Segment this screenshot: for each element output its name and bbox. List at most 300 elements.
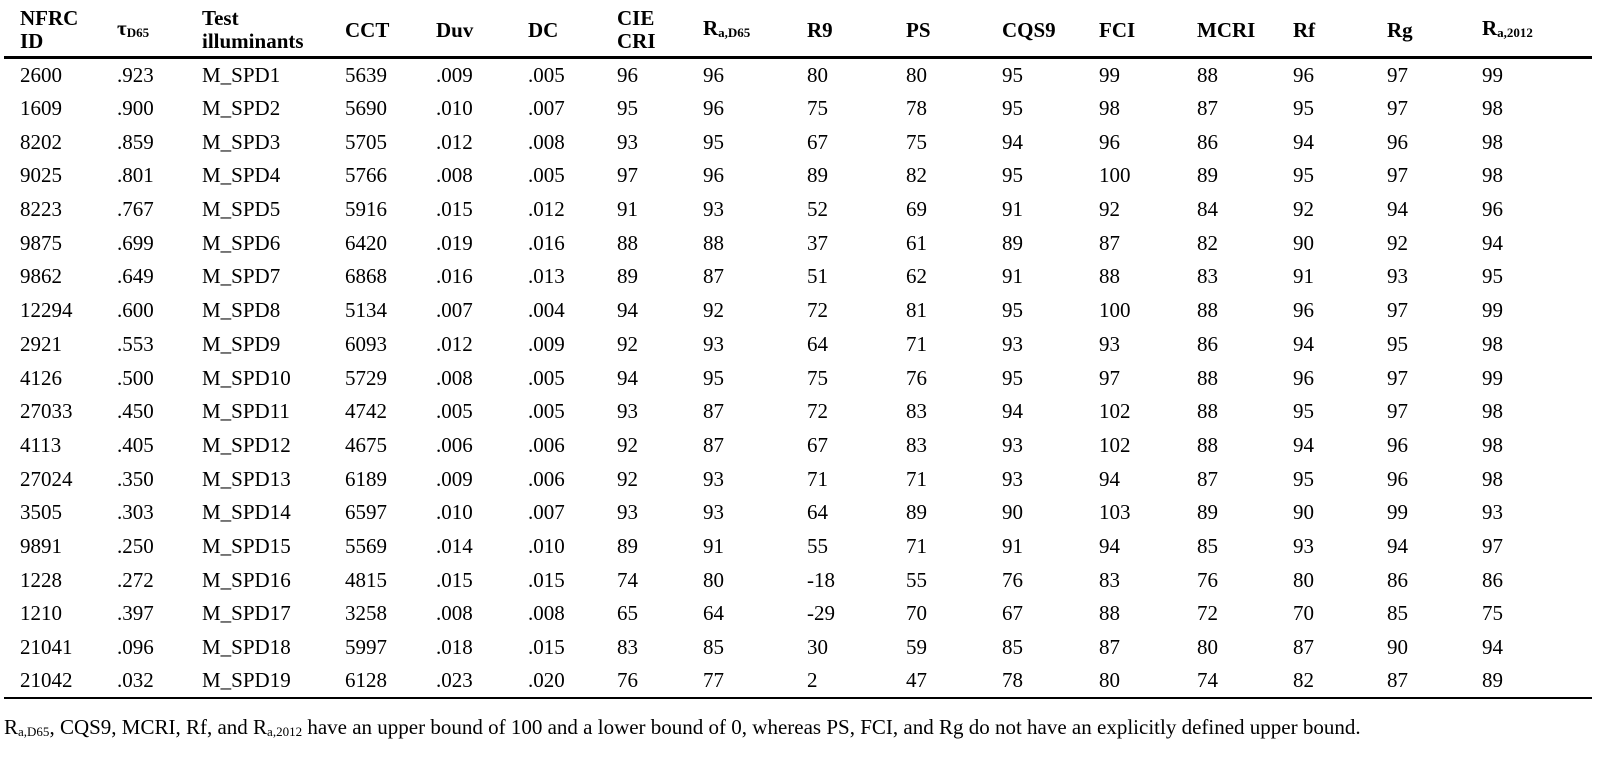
table-cell-fci: 88 [1099,264,1120,289]
table-cell-tau: .350 [117,466,154,491]
table-cell-cri: 65 [617,601,638,626]
table-cell-tau: .859 [117,129,154,154]
table-cell-nfrc: 4126 [20,365,62,390]
table-cell-nfrc: 21042 [20,668,73,693]
header-text: CIE [617,6,655,30]
table-cell-ps: 59 [906,635,927,660]
table-cell-nfrc: 3505 [20,500,62,525]
table-cell-rad65: 80 [703,567,724,592]
table-cell-rf: 96 [1293,63,1314,88]
table-row [4,327,1592,361]
table-cell-rad65: 96 [703,63,724,88]
table-cell-cct: 5690 [345,96,387,121]
table-cell-rad65: 87 [703,432,724,457]
table-cell-duv: .015 [436,197,473,222]
header-row [4,4,1592,58]
table-cell-tau: .649 [117,264,154,289]
table-cell-cri: 93 [617,399,638,424]
table-cell-cri: 95 [617,96,638,121]
table-cell-illum: M_SPD8 [202,298,281,323]
table-row [4,563,1592,597]
table-cell-r9: 64 [807,500,828,525]
table-cell-nfrc: 1210 [20,601,62,626]
table-cell-r9: 30 [807,635,828,660]
table-cell-ps: 81 [906,298,927,323]
table-cell-ps: 71 [906,533,927,558]
table-cell-duv: .010 [436,96,473,121]
table-cell-cqs9: 90 [1002,500,1023,525]
table-cell-ps: 62 [906,264,927,289]
table-cell-ps: 71 [906,466,927,491]
table-cell-cri: 74 [617,567,638,592]
table-cell-mcri: 88 [1197,63,1218,88]
table-cell-mcri: 87 [1197,96,1218,121]
table-cell-mcri: 72 [1197,601,1218,626]
table-cell-ra2012: 98 [1482,432,1503,457]
table-cell-cri: 76 [617,668,638,693]
table-cell-cct: 5705 [345,129,387,154]
table-cell-ra2012: 94 [1482,635,1503,660]
table-cell-ra2012: 89 [1482,668,1503,693]
table-cell-fci: 87 [1099,230,1120,255]
header-subscript: a,2012 [1497,24,1533,40]
table-cell-cri: 92 [617,432,638,457]
table-cell-mcri: 82 [1197,230,1218,255]
table-cell-dc: .008 [528,601,565,626]
table-cell-rg: 92 [1387,230,1408,255]
table-cell-rf: 94 [1293,129,1314,154]
table-cell-rf: 80 [1293,567,1314,592]
data-table-container [4,4,1592,699]
table-cell-cri: 92 [617,331,638,356]
table-cell-ra2012: 94 [1482,230,1503,255]
table-cell-ra2012: 98 [1482,129,1503,154]
table-cell-r9: 67 [807,432,828,457]
table-cell-cri: 83 [617,635,638,660]
table-header [4,4,1592,58]
table-row [4,529,1592,563]
table-cell-dc: .005 [528,163,565,188]
table-cell-cqs9: 67 [1002,601,1023,626]
table-cell-rg: 97 [1387,298,1408,323]
table-cell-mcri: 85 [1197,533,1218,558]
table-cell-cct: 5639 [345,63,387,88]
footnote-subscript: a,D65 [18,724,50,739]
header-text: R [703,15,719,40]
col-header-nfrc-id [4,4,101,58]
table-cell-dc: .020 [528,668,565,693]
table-cell-cqs9: 91 [1002,264,1023,289]
table-cell-rf: 96 [1293,298,1314,323]
table-cell-cqs9: 93 [1002,432,1023,457]
table-cell-ps: 75 [906,129,927,154]
table-cell-ra2012: 99 [1482,63,1503,88]
table-cell-duv: .012 [436,129,473,154]
table-cell-cqs9: 95 [1002,298,1023,323]
table-cell-duv: .018 [436,635,473,660]
table-cell-fci: 100 [1099,163,1131,188]
table-row [4,58,1592,92]
table-cell-cct: 5569 [345,533,387,558]
table-cell-dc: .008 [528,129,565,154]
table-cell-cct: 6093 [345,331,387,356]
table-cell-ps: 61 [906,230,927,255]
table-cell-illum: M_SPD2 [202,96,281,121]
table-cell-cri: 89 [617,533,638,558]
table-cell-cqs9: 95 [1002,365,1023,390]
table-cell-illum: M_SPD12 [202,432,291,457]
table-cell-rad65: 93 [703,197,724,222]
table-cell-ra2012: 98 [1482,96,1503,121]
table-cell-dc: .013 [528,264,565,289]
table-cell-nfrc: 2600 [20,63,62,88]
table-cell-illum: M_SPD7 [202,264,281,289]
table-cell-duv: .014 [436,533,473,558]
table-cell-r9: 71 [807,466,828,491]
table-cell-duv: .008 [436,163,473,188]
table-cell-rf: 90 [1293,500,1314,525]
table-cell-cct: 6868 [345,264,387,289]
table-cell-dc: .012 [528,197,565,222]
table-cell-illum: M_SPD11 [202,399,290,424]
table-cell-nfrc: 9862 [20,264,62,289]
table-cell-tau: .767 [117,197,154,222]
table-cell-r9: 80 [807,63,828,88]
table-cell-rg: 97 [1387,96,1408,121]
table-cell-tau: .923 [117,63,154,88]
table-cell-cct: 5729 [345,365,387,390]
table-cell-rf: 87 [1293,635,1314,660]
header-text: τ [117,15,127,40]
table-cell-tau: .303 [117,500,154,525]
table-cell-dc: .007 [528,500,565,525]
table-cell-fci: 88 [1099,601,1120,626]
table-cell-r9: 37 [807,230,828,255]
table-cell-rg: 85 [1387,601,1408,626]
footnote-text: , CQS9, MCRI, Rf, and R [49,715,268,739]
table-cell-rad65: 64 [703,601,724,626]
table-cell-illum: M_SPD1 [202,63,281,88]
table-cell-fci: 83 [1099,567,1120,592]
table-cell-mcri: 80 [1197,635,1218,660]
table-row [4,664,1592,698]
col-header-cct: CCT [345,17,390,42]
table-cell-ra2012: 98 [1482,399,1503,424]
table-cell-fci: 80 [1099,668,1120,693]
col-header-rg: Rg [1387,17,1413,42]
table-cell-rad65: 95 [703,365,724,390]
footnote-subscript: a,2012 [267,724,303,739]
table-cell-duv: .019 [436,230,473,255]
table-cell-cri: 97 [617,163,638,188]
table-cell-fci: 100 [1099,298,1131,323]
table-cell-illum: M_SPD19 [202,668,291,693]
table-cell-cqs9: 91 [1002,197,1023,222]
table-cell-fci: 98 [1099,96,1120,121]
table-cell-ps: 78 [906,96,927,121]
table-cell-dc: .015 [528,635,565,660]
table-row [4,462,1592,496]
table-cell-fci: 102 [1099,399,1131,424]
footnote-text: R [4,715,19,739]
table-cell-nfrc: 21041 [20,635,73,660]
table-cell-tau: .096 [117,635,154,660]
table-cell-rad65: 77 [703,668,724,693]
table-cell-fci: 96 [1099,129,1120,154]
table-cell-ps: 89 [906,500,927,525]
table-cell-cri: 94 [617,365,638,390]
table-cell-r9: -29 [807,601,835,626]
col-header-test-illuminants [186,4,329,58]
col-header-ra-d65 [687,4,791,58]
table-cell-rad65: 93 [703,331,724,356]
table-cell-cct: 6128 [345,668,387,693]
table-cell-duv: .009 [436,466,473,491]
col-header-mcri: MCRI [1197,17,1256,42]
table-row [4,159,1592,193]
table-cell-cqs9: 93 [1002,331,1023,356]
table-cell-dc: .016 [528,230,565,255]
table-cell-rg: 96 [1387,466,1408,491]
col-header-r9: R9 [807,17,833,42]
table-row [4,630,1592,664]
table-cell-r9: 55 [807,533,828,558]
table-cell-rf: 94 [1293,331,1314,356]
table-cell-mcri: 84 [1197,197,1218,222]
table-cell-illum: M_SPD15 [202,533,291,558]
table-cell-rf: 95 [1293,399,1314,424]
col-header-fci: FCI [1099,17,1136,42]
table-cell-rad65: 93 [703,500,724,525]
table-cell-rf: 91 [1293,264,1314,289]
table-cell-cct: 5134 [345,298,387,323]
table-cell-nfrc: 1609 [20,96,62,121]
table-cell-rg: 90 [1387,635,1408,660]
table-cell-illum: M_SPD6 [202,230,281,255]
table-cell-duv: .008 [436,601,473,626]
table-cell-rg: 94 [1387,197,1408,222]
header-text: Test [202,6,239,30]
table-cell-r9: 2 [807,668,818,693]
table-cell-tau: .699 [117,230,154,255]
table-cell-duv: .009 [436,63,473,88]
table-cell-r9: 75 [807,96,828,121]
table-cell-rg: 94 [1387,533,1408,558]
table-cell-tau: .900 [117,96,154,121]
table-cell-mcri: 76 [1197,567,1218,592]
table-cell-ps: 83 [906,399,927,424]
table-cell-tau: .250 [117,533,154,558]
table-cell-fci: 94 [1099,533,1120,558]
table-cell-cct: 5997 [345,635,387,660]
table-cell-cct: 6420 [345,230,387,255]
table-cell-duv: .006 [436,432,473,457]
table-cell-nfrc: 1228 [20,567,62,592]
table-cell-cqs9: 95 [1002,63,1023,88]
table-cell-rf: 95 [1293,163,1314,188]
table-row [4,597,1592,631]
table-cell-illum: M_SPD10 [202,365,291,390]
table-cell-rad65: 93 [703,466,724,491]
table-cell-rad65: 92 [703,298,724,323]
table-cell-rad65: 88 [703,230,724,255]
table-cell-mcri: 87 [1197,466,1218,491]
header-text: ID [20,29,44,53]
table-cell-r9: 51 [807,264,828,289]
col-header-rf: Rf [1293,17,1316,42]
table-cell-dc: .007 [528,96,565,121]
table-cell-illum: M_SPD16 [202,567,291,592]
table-cell-dc: .005 [528,365,565,390]
table-cell-ps: 83 [906,432,927,457]
table-cell-ra2012: 75 [1482,601,1503,626]
table-cell-rg: 96 [1387,432,1408,457]
header-text: illuminants [202,29,304,53]
table-cell-nfrc: 2921 [20,331,62,356]
table-cell-ps: 69 [906,197,927,222]
table-cell-dc: .004 [528,298,565,323]
table-cell-fci: 92 [1099,197,1120,222]
table-cell-mcri: 88 [1197,399,1218,424]
table-cell-rf: 70 [1293,601,1314,626]
table-cell-nfrc: 12294 [20,298,73,323]
table-cell-cqs9: 85 [1002,635,1023,660]
table-cell-dc: .009 [528,331,565,356]
table-cell-ra2012: 86 [1482,567,1503,592]
table-cell-fci: 102 [1099,432,1131,457]
table-footnote [4,714,1361,745]
table-cell-tau: .405 [117,432,154,457]
table-cell-cri: 92 [617,466,638,491]
col-header-dc: DC [528,17,559,42]
table-cell-mcri: 86 [1197,331,1218,356]
table-cell-cri: 93 [617,500,638,525]
table-body [4,58,1592,698]
table-row [4,192,1592,226]
table-cell-r9: 75 [807,365,828,390]
table-cell-nfrc: 27033 [20,399,73,424]
table-row [4,428,1592,462]
table-cell-ps: 80 [906,63,927,88]
table-cell-rg: 87 [1387,668,1408,693]
table-cell-cqs9: 78 [1002,668,1023,693]
table-cell-nfrc: 8202 [20,129,62,154]
table-cell-rg: 97 [1387,399,1408,424]
table-row [4,293,1592,327]
table-cell-dc: .006 [528,466,565,491]
table-cell-fci: 93 [1099,331,1120,356]
table-cell-cqs9: 94 [1002,129,1023,154]
table-cell-r9: -18 [807,567,835,592]
table-cell-rg: 93 [1387,264,1408,289]
table-cell-nfrc: 9875 [20,230,62,255]
table-cell-r9: 72 [807,399,828,424]
table-cell-duv: .016 [436,264,473,289]
table-cell-tau: .272 [117,567,154,592]
table-cell-illum: M_SPD13 [202,466,291,491]
table-cell-mcri: 88 [1197,432,1218,457]
table-cell-nfrc: 9025 [20,163,62,188]
table-cell-nfrc: 4113 [20,432,62,457]
table-cell-cqs9: 93 [1002,466,1023,491]
table-cell-cri: 94 [617,298,638,323]
col-header-ps: PS [906,17,931,42]
table-cell-mcri: 88 [1197,365,1218,390]
table-cell-dc: .005 [528,399,565,424]
table-cell-cct: 6597 [345,500,387,525]
table-row [4,260,1592,294]
table-cell-rad65: 87 [703,399,724,424]
table-cell-rg: 86 [1387,567,1408,592]
table-cell-mcri: 86 [1197,129,1218,154]
table-cell-fci: 87 [1099,635,1120,660]
table-cell-duv: .005 [436,399,473,424]
table-cell-tau: .397 [117,601,154,626]
table-cell-mcri: 89 [1197,500,1218,525]
table-cell-r9: 64 [807,331,828,356]
table-cell-cri: 89 [617,264,638,289]
table-cell-tau: .032 [117,668,154,693]
table-cell-cct: 4675 [345,432,387,457]
table-cell-rf: 92 [1293,197,1314,222]
table-cell-illum: M_SPD4 [202,163,281,188]
col-header-duv: Duv [436,17,474,42]
data-table [4,4,1592,699]
table-cell-ra2012: 95 [1482,264,1503,289]
header-text: R [1482,15,1498,40]
table-cell-cct: 6189 [345,466,387,491]
table-cell-rg: 97 [1387,365,1408,390]
table-cell-cct: 3258 [345,601,387,626]
table-cell-rad65: 95 [703,129,724,154]
table-row [4,394,1592,428]
table-cell-cqs9: 91 [1002,533,1023,558]
table-cell-rg: 97 [1387,63,1408,88]
table-cell-rf: 93 [1293,533,1314,558]
table-cell-ps: 55 [906,567,927,592]
table-cell-rf: 96 [1293,365,1314,390]
table-cell-fci: 97 [1099,365,1120,390]
table-cell-ps: 47 [906,668,927,693]
table-cell-illum: M_SPD17 [202,601,291,626]
table-cell-duv: .007 [436,298,473,323]
table-cell-ps: 76 [906,365,927,390]
table-cell-duv: .015 [436,567,473,592]
table-cell-rg: 96 [1387,129,1408,154]
table-cell-ra2012: 98 [1482,331,1503,356]
table-cell-cri: 96 [617,63,638,88]
table-cell-illum: M_SPD5 [202,197,281,222]
table-cell-cri: 93 [617,129,638,154]
table-cell-tau: .801 [117,163,154,188]
table-cell-ra2012: 96 [1482,197,1503,222]
table-row [4,495,1592,529]
table-cell-ra2012: 99 [1482,298,1503,323]
table-cell-duv: .008 [436,365,473,390]
table-cell-rad65: 85 [703,635,724,660]
table-cell-dc: .010 [528,533,565,558]
table-cell-ra2012: 98 [1482,163,1503,188]
col-header-tau-d65 [101,4,186,58]
table-cell-fci: 99 [1099,63,1120,88]
table-cell-tau: .553 [117,331,154,356]
table-cell-duv: .010 [436,500,473,525]
table-cell-illum: M_SPD9 [202,331,281,356]
table-cell-mcri: 89 [1197,163,1218,188]
footnote-text: have an upper bound of 100 and a lower bound of 0, whereas PS, FCI, and Rg do not have an explicitly defined upper bound. [302,715,1361,739]
table-cell-ps: 70 [906,601,927,626]
table-cell-cct: 4815 [345,567,387,592]
